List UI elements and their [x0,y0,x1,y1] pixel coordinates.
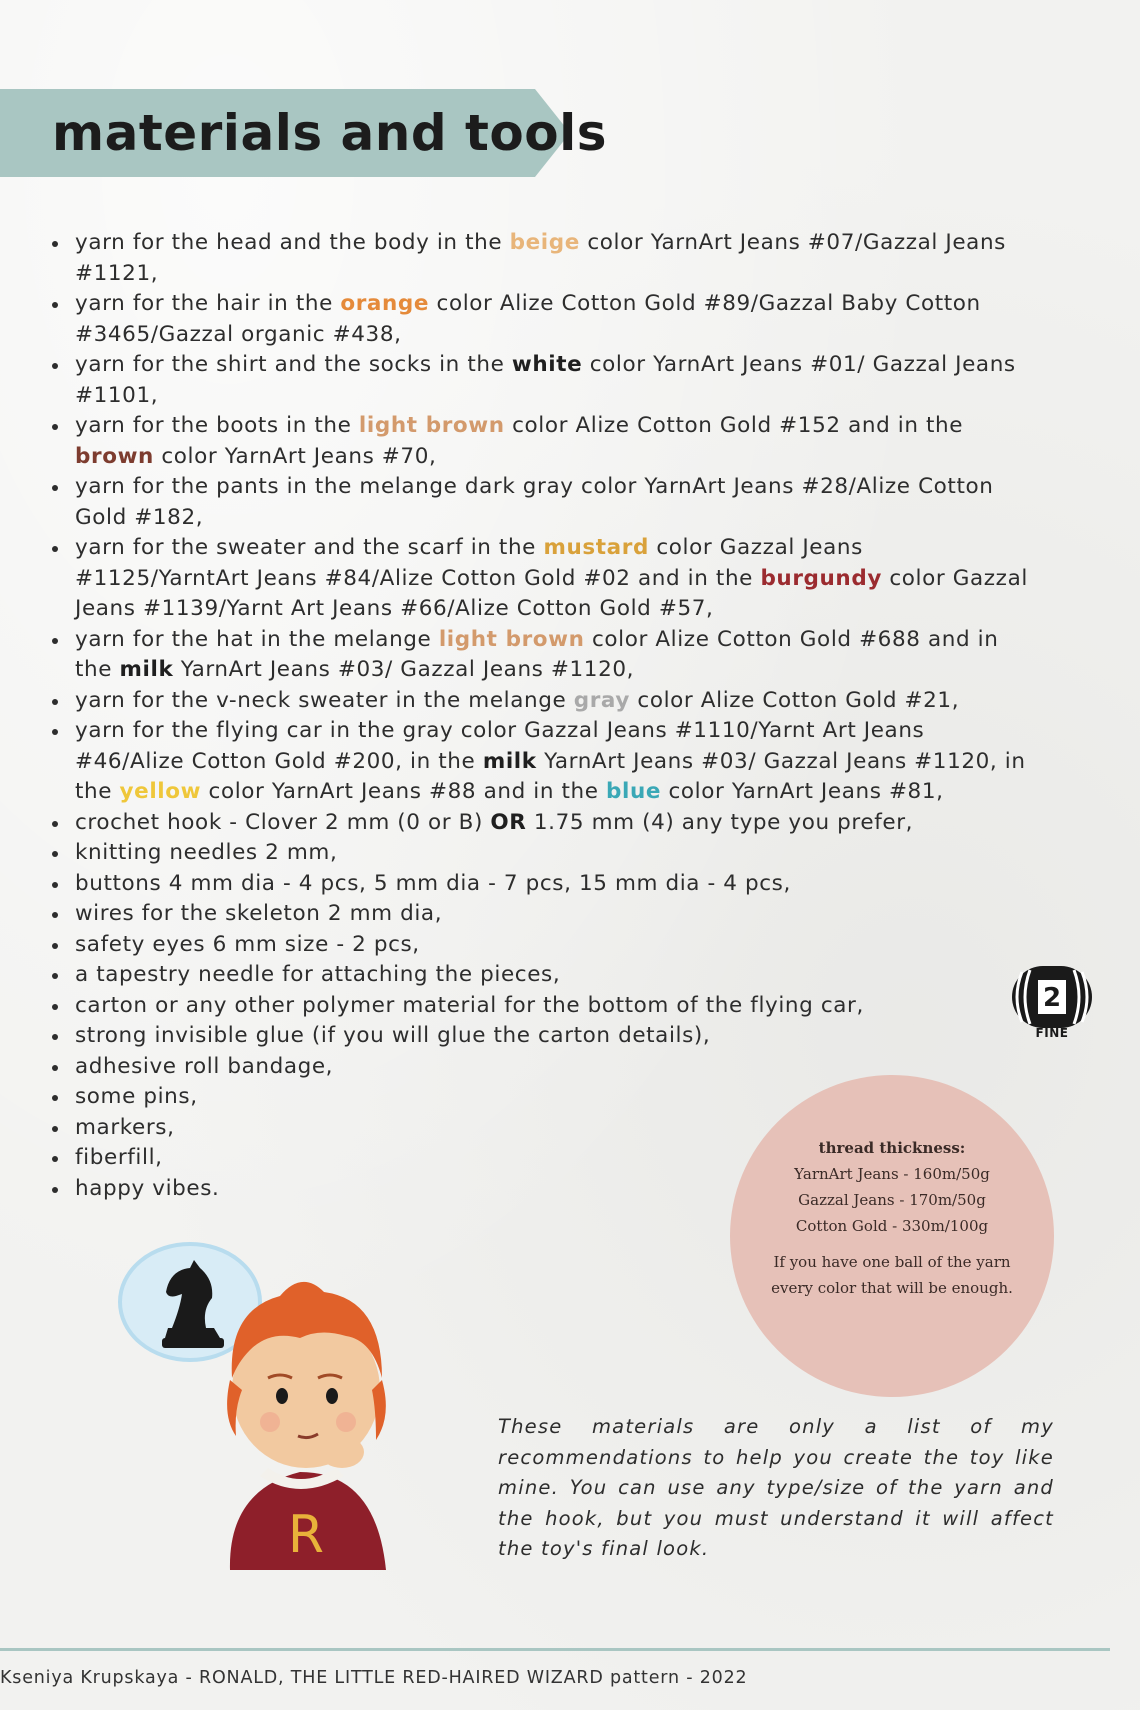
material-item [44,686,1034,717]
material-text: yarn for the sweater and the scarf in the [75,535,544,560]
thread-info-line: Cotton Gold - 330m/100g [795,1217,989,1235]
material-text: carton or any other polymer material for the bottom of the flying car, [75,992,864,1018]
material-text: yarn for the hat in the melange [75,626,439,652]
material-item [44,228,1034,289]
material-item [44,533,1034,625]
material-text: wires for the skeleton 2 mm dia, [75,901,443,926]
material-item [44,960,1034,991]
material-text: color Alize Cotton Gold #89/Gazzal Baby Cotton #3465/Gazzal organic #438, [75,291,981,347]
material-text: color YarnArt Jeans #01/ Gazzal Jeans #1101, [75,352,1016,408]
color-keyword: orange [340,291,430,316]
material-text: color Alize Cotton Gold #21, [630,687,960,713]
material-item [44,411,1034,472]
color-keyword: OR [490,809,527,835]
material-text: strong invisible glue (if you will glue the carton details), [75,1023,711,1048]
material-item [44,899,1034,930]
material-text: YarnArt Jeans #03/ Gazzal Jeans #1120, in the [75,748,1026,804]
wizard-illustration [110,1240,490,1570]
color-keyword: burgundy [760,565,882,591]
material-text: yarn for the shirt and the socks in the [75,352,512,377]
color-keyword: blue [606,779,662,804]
color-keyword: milk [119,657,174,682]
material-item [44,838,1034,869]
material-text: fiberfill, [75,1145,163,1170]
material-text: color Alize Cotton Gold #152 and in the [504,413,964,438]
material-item [44,716,1034,808]
material-item [44,930,1034,961]
color-keyword: mustard [543,535,649,560]
material-text: safety eyes 6 mm size - 2 pcs, [75,931,420,957]
material-item [44,472,1034,533]
material-text: YarnArt Jeans #03/ Gazzal Jeans #1120, [173,657,635,682]
color-keyword: white [511,352,583,377]
material-item [44,350,1034,411]
material-text: color YarnArt Jeans #70, [153,443,437,469]
color-keyword: gray [573,687,630,713]
material-text: color YarnArt Jeans #88 and in the [201,779,607,804]
material-item [44,1021,1034,1052]
material-item [44,869,1034,900]
material-item [44,991,1034,1022]
materials-list [44,228,1034,1204]
material-text: color Gazzal Jeans #1139/Yarnt Art Jeans #66/Alize Cotton Gold #57, [75,565,1028,621]
page-title: materials and tools [52,104,608,162]
material-text: color Gazzal Jeans #1125/YarntArt Jeans #84/Alize Cotton Gold #02 and in the [75,535,863,591]
material-text: crochet hook - Clover 2 mm (0 or B) [75,809,491,835]
sweater-letter: R [287,1505,325,1565]
material-item [44,625,1034,686]
color-keyword: yellow [119,779,202,804]
material-item [44,289,1034,350]
recommendation-note: These materials are only a list of my recommendations to help you create the toy like mine. You can use any type/size of the yarn and the hook, but you must understand it will affect the toy's final look. [498,1415,1054,1560]
material-text: color YarnArt Jeans #07/Gazzal Jeans #1121, [75,230,1006,286]
thread-info-line: Gazzal Jeans - 170m/50g [798,1191,986,1209]
material-text: yarn for the boots in the [75,413,359,438]
material-item [44,808,1034,839]
material-text: adhesive roll bandage, [75,1053,334,1079]
material-text: yarn for the pants in the melange dark gray color YarnArt Jeans #28/Alize Cotton Gold #182, [75,474,994,530]
color-keyword: milk [482,748,537,774]
material-text: 1.75 mm (4) any type you prefer, [526,809,914,835]
yarn-weight-number: 2 [1042,983,1062,1013]
thread-info-line: YarnArt Jeans - 160m/50g [794,1165,990,1183]
color-keyword: brown [75,443,154,469]
color-keyword: light brown [358,413,505,438]
color-keyword: beige [509,230,580,255]
footer-text: Kseniya Krupskaya - RONALD, THE LITTLE RED-HAIRED WIZARD pattern - 2022 [0,1668,748,1688]
material-text: color Alize Cotton Gold #688 and in the [75,626,999,682]
material-text: happy vibes. [75,1175,220,1201]
material-text: yarn for the flying car in the gray color Gazzal Jeans #1110/Yarnt Art Jeans #46/Alize Cotton Gold #200, in the [75,718,925,774]
thread-info-title: thread thickness: [818,1139,966,1157]
thread-info [760,1135,1024,1301]
material-text: knitting needles 2 mm, [75,840,338,865]
yarn-weight-label: FINE [1035,1026,1069,1040]
material-text: yarn for the v-neck sweater in the melange [75,687,574,713]
material-text: markers, [75,1114,175,1140]
thread-info-note: If you have one ball of the yarn every color that will be enough. [771,1253,1013,1297]
material-text: a tapestry needle for attaching the pieces, [75,962,561,987]
footer-divider [0,1648,1110,1651]
material-text: color YarnArt Jeans #81, [661,779,944,804]
material-text: yarn for the head and the body in the [75,230,510,255]
material-text: buttons 4 mm dia - 4 pcs, 5 mm dia - 7 pcs, 15 mm dia - 4 pcs, [75,870,791,896]
material-text: some pins, [75,1084,198,1109]
color-keyword: light brown [438,626,585,652]
material-text: yarn for the hair in the [75,291,341,316]
